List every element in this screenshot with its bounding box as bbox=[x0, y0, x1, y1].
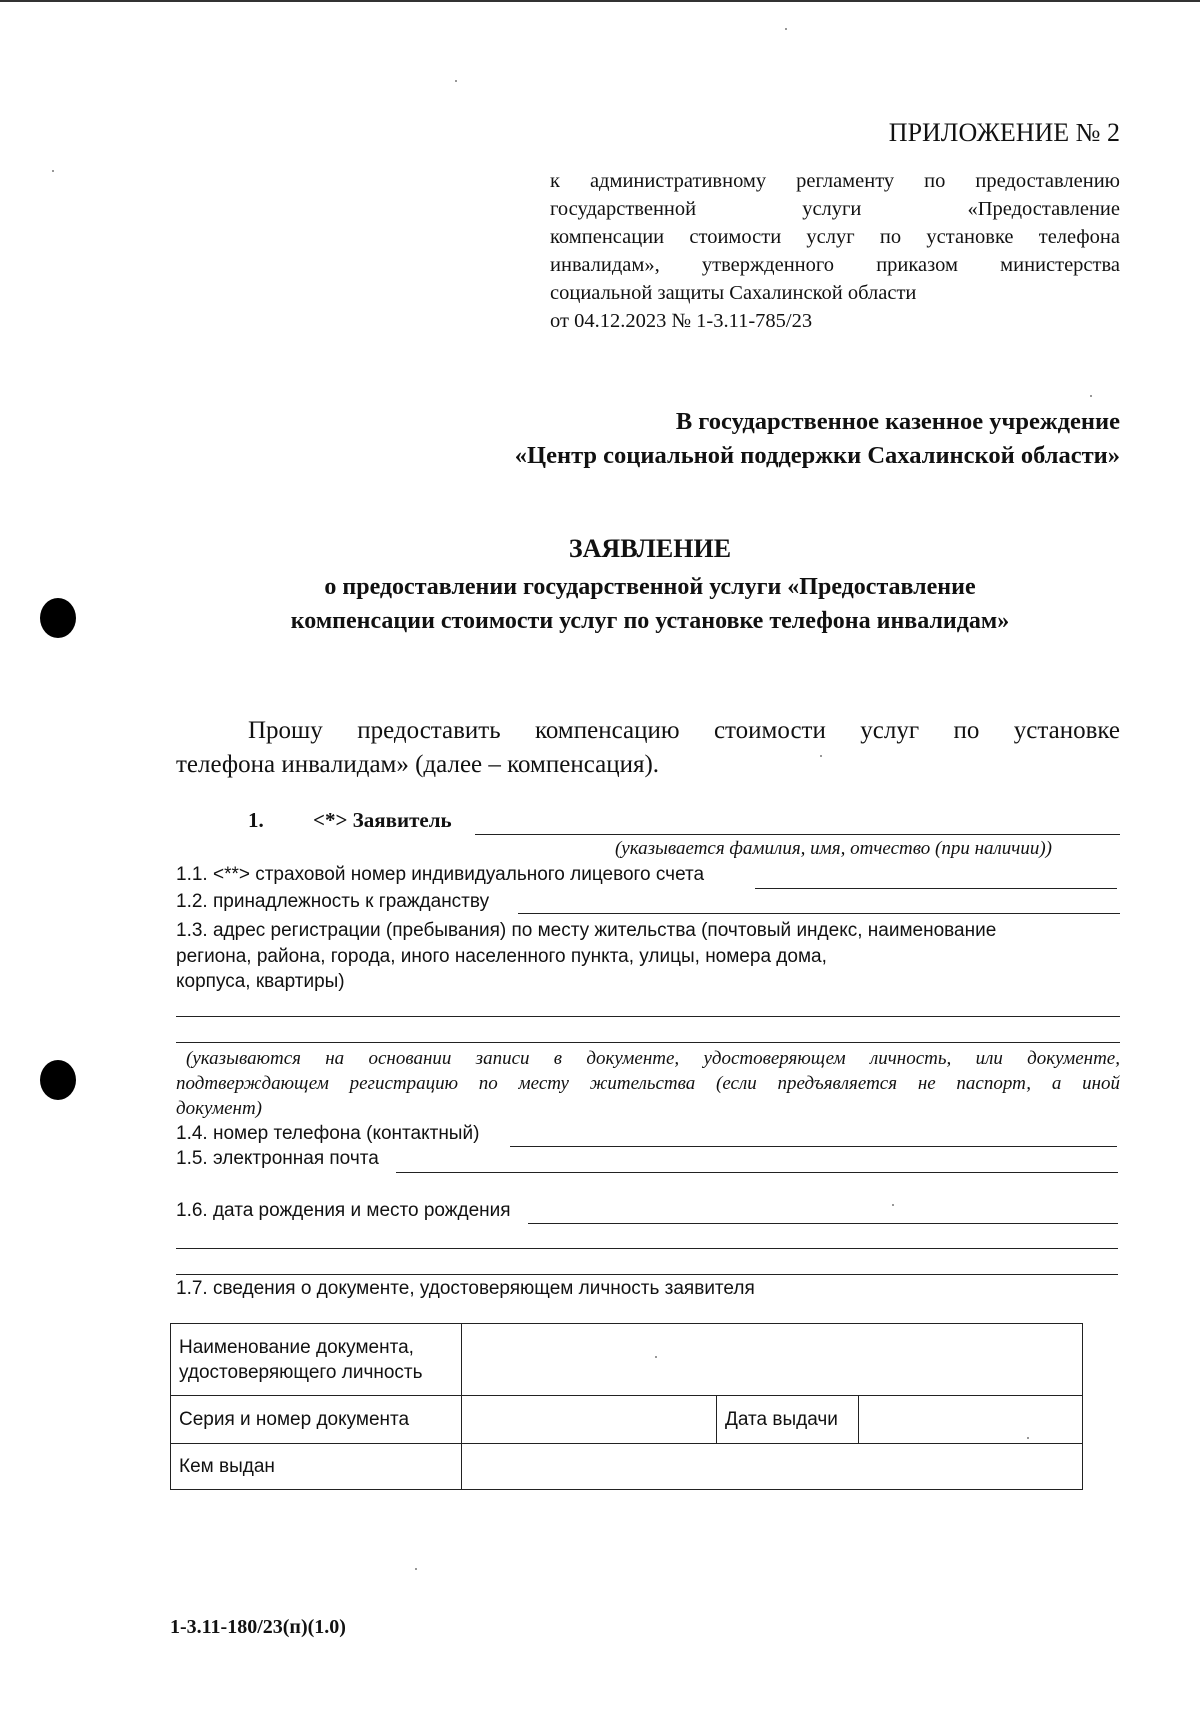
address-hint-line: документ) bbox=[176, 1098, 262, 1119]
address-line-2[interactable] bbox=[176, 1042, 1120, 1043]
scan-speck bbox=[1027, 1437, 1029, 1439]
addressee-line: В государственное казенное учреждение bbox=[675, 408, 1120, 435]
phone-label: 1.4. номер телефона (контактный) bbox=[176, 1123, 480, 1144]
snils-label: 1.1. <**> страховой номер индивидуального лицевого счета bbox=[176, 864, 705, 885]
doc-name-value[interactable] bbox=[462, 1324, 1083, 1396]
citizenship-line[interactable] bbox=[518, 913, 1120, 914]
doc-name-label bbox=[171, 1324, 462, 1396]
address-label bbox=[176, 918, 1120, 995]
statement-title: ЗАЯВЛЕНИЕ bbox=[568, 534, 732, 563]
scan-speck bbox=[892, 1204, 894, 1206]
email-label: 1.5. электронная почта bbox=[176, 1148, 379, 1169]
birth-label: 1.6. дата рождения и место рождения bbox=[176, 1200, 511, 1221]
document-code: 1-3.11-180/23(п)(1.0) bbox=[170, 1616, 346, 1638]
scan-speck bbox=[655, 1356, 657, 1358]
email-line[interactable] bbox=[396, 1172, 1118, 1173]
top-border bbox=[0, 0, 1200, 2]
birth-line-1[interactable] bbox=[528, 1223, 1118, 1224]
applicant-number: 1. bbox=[248, 808, 264, 832]
series-number-value[interactable] bbox=[462, 1396, 717, 1444]
birth-line-3[interactable] bbox=[176, 1274, 1118, 1275]
punch-hole-bottom bbox=[40, 1060, 76, 1100]
address-hint bbox=[176, 1046, 1120, 1121]
addressee bbox=[300, 405, 1120, 473]
appendix-line: компенсации стоимости услуг по установке телефона bbox=[550, 226, 1120, 248]
scan-speck bbox=[455, 80, 457, 82]
scan-speck bbox=[785, 28, 787, 30]
address-label-line: региона, района, города, иного населенного пункта, улицы, номера дома, bbox=[176, 945, 827, 967]
scan-speck bbox=[52, 170, 54, 172]
table-row bbox=[171, 1324, 1083, 1396]
appendix-title: ПРИЛОЖЕНИЕ № 2 bbox=[888, 118, 1120, 147]
appendix-line: от 04.12.2023 № 1-3.11-785/23 bbox=[550, 310, 813, 332]
appendix-reference bbox=[550, 167, 1120, 335]
appendix-line: инвалидам», утвержденного приказом министерства bbox=[550, 254, 1120, 276]
subtitle-line: о предоставлении государственной услуги «Предоставление bbox=[324, 574, 976, 600]
request-line: телефона инвалидам» (далее – компенсация). bbox=[176, 751, 660, 778]
citizenship-label: 1.2. принадлежность к гражданству bbox=[176, 891, 490, 912]
scan-speck bbox=[820, 755, 822, 757]
address-label-line: корпуса, квартиры) bbox=[176, 971, 345, 992]
id-document-table bbox=[170, 1323, 1083, 1490]
table-row bbox=[171, 1396, 1083, 1444]
phone-line[interactable] bbox=[510, 1146, 1117, 1147]
statement-subtitle bbox=[150, 570, 1150, 638]
request-paragraph bbox=[176, 714, 1120, 782]
table-row bbox=[171, 1444, 1083, 1490]
snils-line[interactable] bbox=[755, 888, 1117, 889]
doc-name-label-line: Наименование документа, bbox=[179, 1336, 414, 1358]
address-hint-line: (указываются на основании записи в документе, удостоверяющем личность, или документе, bbox=[186, 1048, 1120, 1069]
issue-date-value[interactable] bbox=[859, 1396, 1083, 1444]
issued-by-label: Кем выдан bbox=[171, 1444, 462, 1490]
issue-date-label: Дата выдачи bbox=[717, 1396, 859, 1444]
address-line-1[interactable] bbox=[176, 1016, 1120, 1017]
id-doc-label: 1.7. сведения о документе, удостоверяющем личность заявителя bbox=[176, 1278, 755, 1299]
request-line: Прошу предоставить компенсацию стоимости услуг по установке bbox=[248, 717, 1120, 744]
appendix-line: к административному регламенту по предоставлению bbox=[550, 170, 1120, 192]
appendix-line: социальной защиты Сахалинской области bbox=[550, 282, 917, 304]
series-number-label: Серия и номер документа bbox=[171, 1396, 462, 1444]
doc-name-label-line: удостоверяющего личность bbox=[179, 1361, 423, 1383]
applicant-name-line[interactable] bbox=[475, 834, 1120, 835]
issued-by-value[interactable] bbox=[462, 1444, 1083, 1490]
scan-speck bbox=[415, 1568, 417, 1570]
scan-speck bbox=[1090, 395, 1092, 397]
applicant-label: <*> Заявитель bbox=[313, 808, 452, 832]
address-hint-line: подтверждающем регистрацию по месту жительства (если предъявляется не паспорт, а иной bbox=[176, 1073, 1120, 1094]
subtitle-line: компенсации стоимости услуг по установке телефона инвалидам» bbox=[290, 608, 1010, 634]
address-label-line: 1.3. адрес регистрации (пребывания) по месту жительства (почтовый индекс, наименование bbox=[176, 920, 997, 941]
punch-hole-top bbox=[40, 598, 76, 638]
applicant-hint: (указывается фамилия, имя, отчество (при наличии)) bbox=[614, 838, 1052, 859]
birth-line-2[interactable] bbox=[176, 1248, 1118, 1249]
appendix-line: государственной услуги «Предоставление bbox=[550, 198, 1120, 220]
addressee-line: «Центр социальной поддержки Сахалинской области» bbox=[514, 442, 1120, 469]
